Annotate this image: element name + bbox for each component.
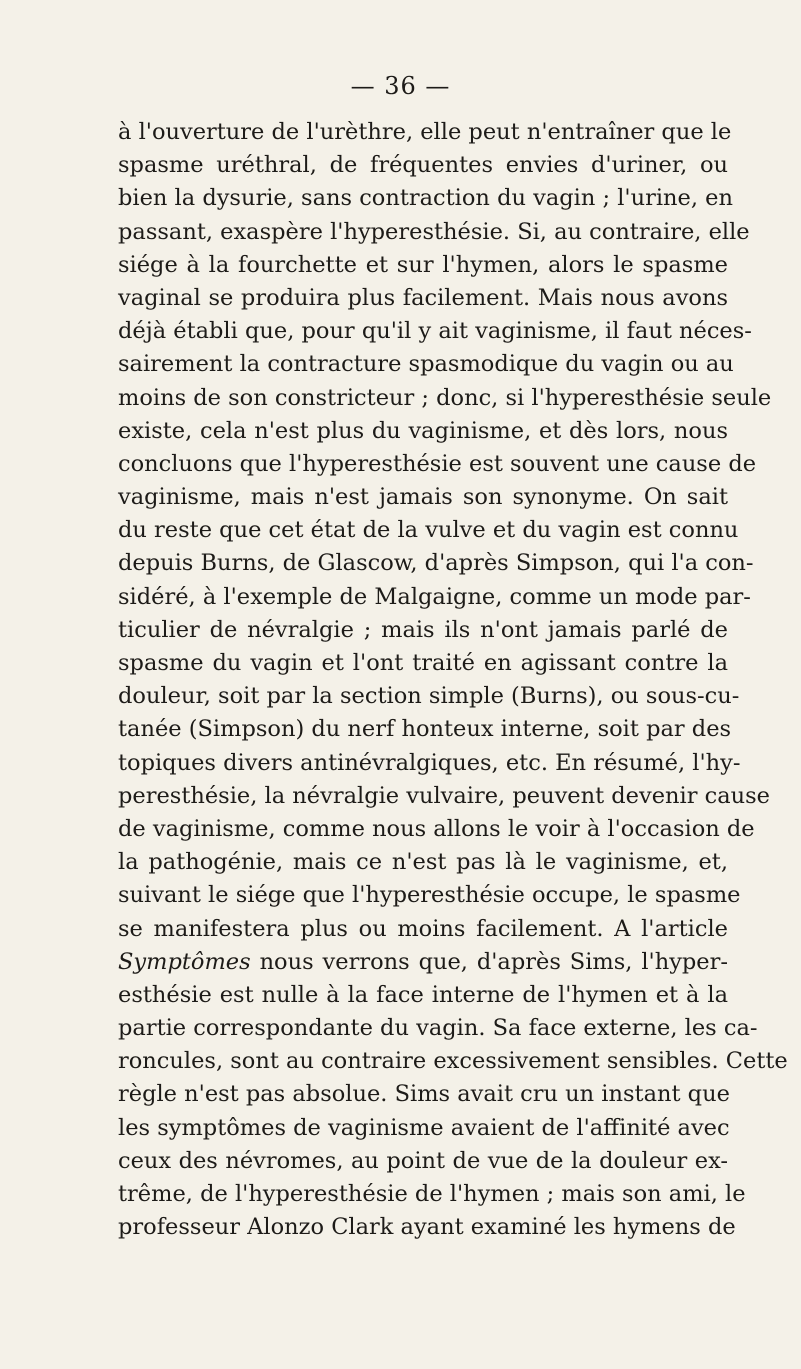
text-line: les symptômes de vaginisme avaient de l'affinité avec [118,1114,730,1141]
text-line: vaginisme, mais n'est jamais son synonyme. On sait [118,484,728,511]
text-line: de vaginisme, comme nous allons le voir à l'occasion de [118,815,755,842]
text-line: spasme uréthral, de fréquentes envies d'uriner, ou [118,152,728,179]
text-line: esthésie est nulle à la face interne de l'hymen et à la [118,981,728,1008]
text-line: peresthésie, la névralgie vulvaire, peuvent devenir cause [118,782,770,809]
text-line: passant, exaspère l'hyperesthésie. Si, au contraire, elle [118,218,750,245]
text-line: existe, cela n'est plus du vaginisme, et dès lors, nous [118,417,728,444]
text-line: siége à la fourchette et sur l'hymen, alors le spasme [118,251,728,278]
text-line: professeur Alonzo Clark ayant examiné les hymens de [118,1214,736,1241]
text-line: depuis Burns, de Glascow, d'après Simpson, qui l'a con- [118,550,754,577]
text-line: ceux des névromes, au point de vue de la douleur ex- [118,1147,728,1174]
text-line: partie correspondante du vagin. Sa face externe, les ca- [118,1015,758,1042]
text-line: vaginal se produira plus facilement. Mais nous avons [118,284,728,311]
text-line: spasme du vagin et l'ont traité en agissant contre la [118,650,728,676]
text-line: concluons que l'hyperesthésie est souvent une cause de [118,450,757,477]
text-line: à l'ouverture de l'urèthre, elle peut n'entraîner que le [118,119,732,145]
line-remainder: nous verrons que, d'après Sims, l'hyper- [250,948,728,975]
body-text [118,116,788,1244]
text-line: roncules, sont au contraire excessivement sensibles. Cette [118,1048,788,1075]
text-line: topiques divers antinévralgiques, etc. En résumé, l'hy- [118,749,741,776]
text-line: douleur, soit par la section simple (Burns), ou sous-cu- [118,683,740,710]
text-line: trême, de l'hyperesthésie de l'hymen ; mais son ami, le [118,1181,746,1207]
page-number: — 36 — [350,72,451,100]
text-line: tanée (Simpson) du nerf honteux interne, soit par des [118,716,732,743]
text-line: du reste que cet état de la vulve et du vagin est connu [118,517,739,544]
text-line: bien la dysurie, sans contraction du vagin ; l'urine, en [118,185,733,212]
text-line: règle n'est pas absolue. Sims avait cru un instant que [118,1081,730,1108]
text-line: sairement la contracture spasmodique du vagin ou au [118,351,734,378]
text-line: ticulier de névralgie ; mais ils n'ont jamais parlé de [118,616,728,643]
text-line: déjà établi que, pour qu'il y ait vaginisme, il faut néces- [118,318,752,345]
italic-term: Symptômes [118,948,251,975]
text-line: moins de son constricteur ; donc, si l'hyperesthésie seule [118,384,772,411]
text-line: se manifestera plus ou moins facilement. A l'article [118,915,728,942]
text-line: suivant le siége que l'hyperesthésie occupe, le spasme [118,882,741,909]
text-line: sidéré, à l'exemple de Malgaigne, comme un mode par- [118,583,751,610]
text-line: la pathogénie, mais ce n'est pas là le vaginisme, et, [118,849,728,876]
text-line-with-italic [118,946,728,979]
